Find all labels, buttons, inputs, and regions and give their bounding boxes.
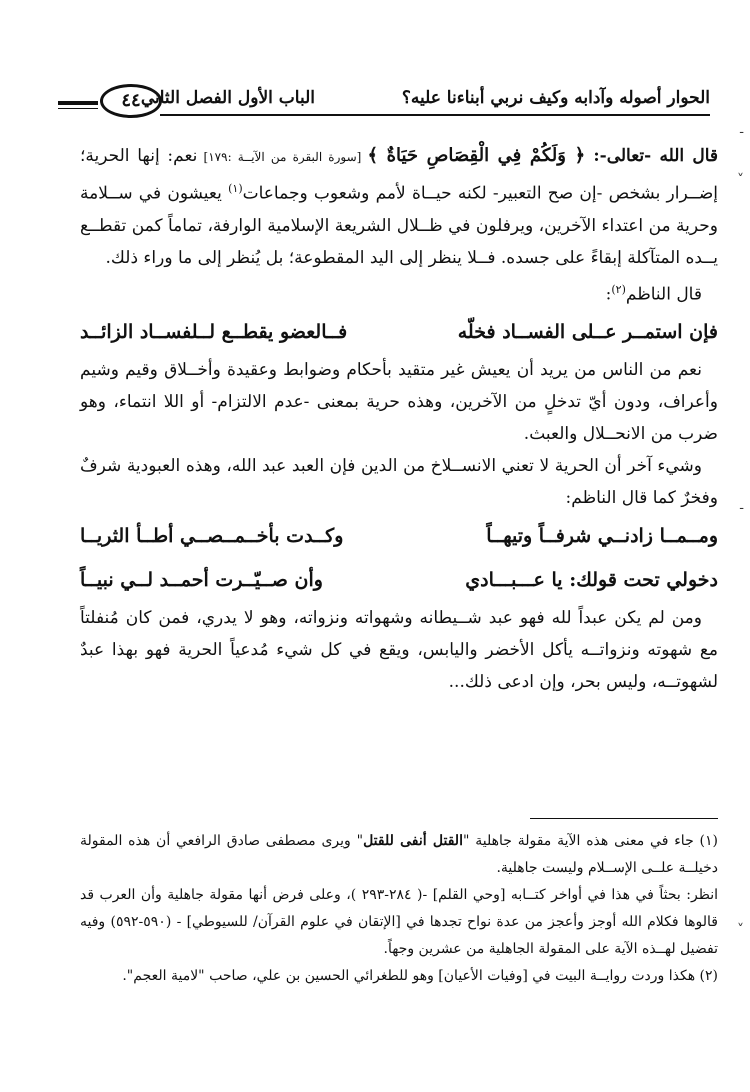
- poet-intro: [80, 274, 718, 311]
- quran-verse: ﴿ وَلَكُمْ فِي الْقِصَاصِ حَيَاةٌ ﴾: [367, 145, 586, 166]
- verse-2-second-hemistich: وكــدت بأخــمــصــي أطــأ الثريــا: [80, 525, 344, 548]
- margin-mark: ˅: [737, 172, 744, 188]
- footnote-2: (٢) هكذا وردت روايــة البيت في [وفيات الأعيان] وهو للطغرائي الحسين بن علي، صاحب "لامية العجم".: [122, 968, 718, 984]
- paragraph-5: ومن لم يكن عبداً لله فهو عبد شــيطانه وشهواته ونزواته، وهو لا يدري، فمن كان مُنفلتاً مع شهوته ونزواتــه يأكل الأخضر واليابس، ويقع في كل شيء مُدعياً الحرية فهو بهذا عبدٌ لشهوتــه، وليس بحر، وإن ادعى ذلك...: [80, 608, 718, 693]
- page-number: ٤٤: [100, 84, 162, 118]
- verse-line-3: [80, 558, 718, 602]
- chapter-label: الباب الأول الفصل الثاني: [140, 88, 315, 108]
- footnote-1: [80, 828, 718, 882]
- verse-2-first-hemistich: ومــمــا زادنــي شرفــاً وتيهــاً: [486, 525, 718, 548]
- poet-intro-colon: :: [605, 284, 612, 305]
- paragraph-1-text: نعم: إنها الحرية؛ إضــرار بشخص -إن صح التعبير- لكنه حيــاة لأمم وشعوب وجماعات: [80, 146, 718, 204]
- footnote-1-continued: انظر: بحثاً في هذا في أواخر كتــابه [وحي القلم] -( ٢٨٤-٢٩٣ )، وعلى فرض أنها مقولة جاهلية وأن العرب قد قالوها فكلام الله أوجز وأعجز من عدة نواح تجدها في [الإتقان في علوم القرآن/ للسيوطي] - (٥٩٠-٥٩٢) وفيه تفضيل لهــذه الآية على المقولة الجاهلية من عشرين وجهاً.: [80, 887, 718, 957]
- footnote-separator: [530, 818, 718, 819]
- footnote-1-quote: القتل أنفى للقتل: [363, 833, 463, 849]
- verse-reference: [سورة البقرة من الآيــة :١٧٩]: [197, 150, 368, 164]
- header-rule-thin: [58, 108, 98, 109]
- footnote-1-text-a: (١) جاء في معنى هذه الآية مقولة جاهلية ": [462, 833, 718, 849]
- verse-line-1: [80, 310, 718, 354]
- header-rule-thick: [58, 101, 98, 105]
- header-underline: [160, 114, 710, 116]
- verse-3-first-hemistich: دخولي تحت قولك: يا عـــبـــادي: [465, 569, 718, 592]
- footnote-1-text-b: " ويرى مصطفى صادق الرافعي أن هذه المقولة دخيلــة علــى الإســلام وليست جاهلية.: [80, 833, 718, 876]
- paragraph-3: نعم من الناس من يريد أن يعيش غير متقيد بأحكام وضوابط وعقيدة وأخــلاق وقيم وشيم وأعراف، ودون أيّ تدخلٍ من الآخرين، وهذه حرية بمعنى -عدم الالتزام- أو اللا انتماء، وهو ضرب من الانحــلال والعبث.: [80, 360, 718, 445]
- paragraph-4: وشيء آخر أن الحرية لا تعني الانســلاخ من الدين فإن العبد عبد الله، وهذه العبودية شرفٌ وفخرٌ كما قال الناظم:: [80, 456, 718, 509]
- verse-1-second-hemistich: فــالعضو يقطــع لــلفســاد الزائــد: [80, 321, 348, 344]
- footnotes: [80, 828, 718, 990]
- paragraph-1: [80, 140, 718, 274]
- margin-mark: -: [739, 500, 744, 516]
- footnote-ref-1: (١): [228, 182, 243, 195]
- footnote-ref-2: (٢): [611, 282, 626, 296]
- verse-3-second-hemistich: وأن صــيّــرت أحمــد لــي نبيــاً: [80, 569, 323, 592]
- verse-1-first-hemistich: فإن استمــر عــلى الفســاد فخلّه: [457, 321, 718, 344]
- verse-line-2: [80, 514, 718, 558]
- margin-mark: -: [739, 124, 744, 140]
- poet-intro-text: قال الناظم: [625, 284, 702, 305]
- main-text: [80, 140, 718, 698]
- margin-mark: ˅: [737, 922, 744, 938]
- running-header: [58, 84, 710, 118]
- book-title: الحوار أصوله وآدابه وكيف نربي أبناءنا عليه؟: [401, 88, 710, 108]
- paragraph-1-tail: يعيشون في ســلامة وحرية من اعتداء الآخرين، ويرفلون في ظــلال الشريعة الإسلامية الوارفة، تماماً كمن تقطــع يــده المتآكلة إبقاءً على جسده. فــلا ينظر إلى اليد المقطوعة؛ بل يُنظر إلى ما وراء ذلك.: [80, 183, 718, 268]
- quote-intro: قال الله -تعالى-:: [585, 146, 718, 166]
